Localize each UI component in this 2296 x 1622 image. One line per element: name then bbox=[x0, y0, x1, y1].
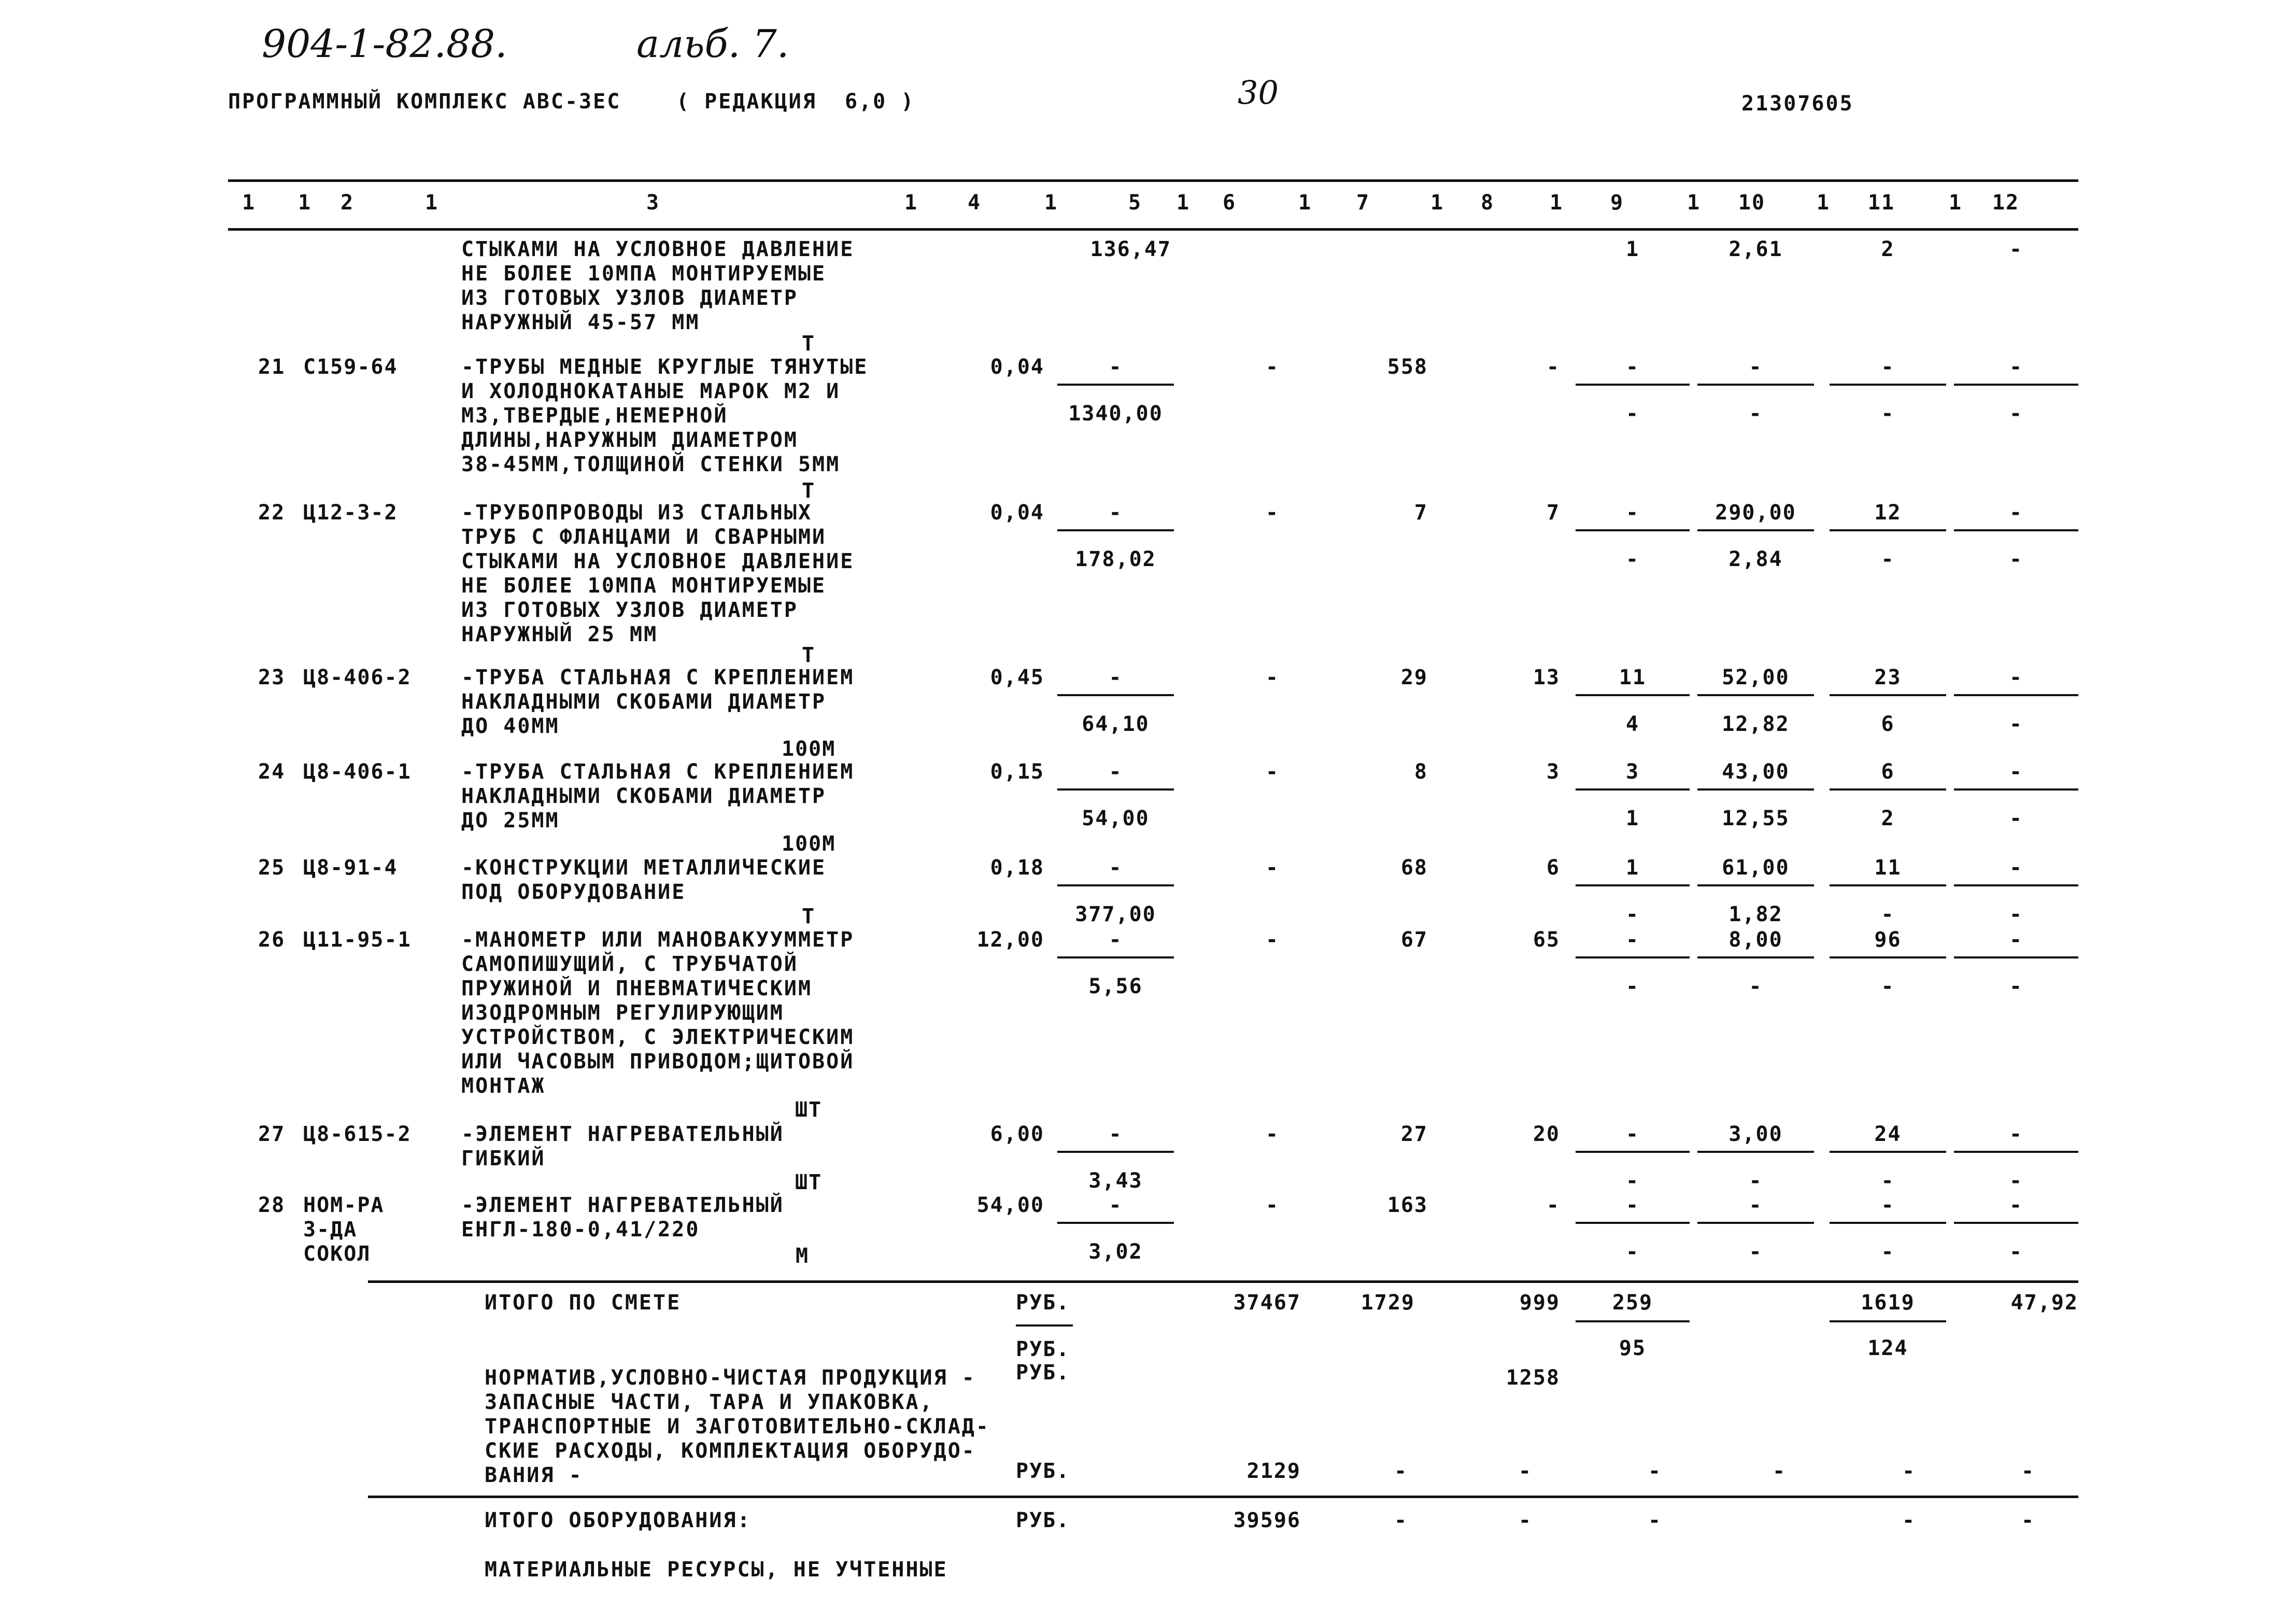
work-description: ИЗОДРОМНЫМ РЕГУЛИРУЮЩИМ bbox=[461, 1001, 784, 1025]
unit-cost: - bbox=[1109, 355, 1123, 379]
work-description: И ХОЛОДНОКАТАНЫЕ МАРОК М2 И bbox=[461, 379, 841, 403]
cost-total: - bbox=[1265, 501, 1280, 525]
norm-code: Ц12-3-2 bbox=[303, 501, 398, 525]
work-description: -ТРУБЫ МЕДНЫЕ КРУГЛЫЕ ТЯНУТЫЕ bbox=[461, 355, 869, 379]
labor-value: 1 bbox=[1625, 856, 1640, 880]
work-description: НЕ БОЛЕЕ 10МПА МОНТИРУЕМЫЕ bbox=[461, 262, 827, 286]
row-number: 26 bbox=[258, 928, 286, 952]
normativ-text: ТРАНСПОРТНЫЕ И ЗАГОТОВИТЕЛЬНО-СКЛАД- bbox=[485, 1415, 990, 1438]
work-description: НАРУЖНЫЙ 25 ММ bbox=[461, 623, 658, 646]
quantity: 0,04 bbox=[990, 355, 1044, 379]
work-description: ГИБКИЙ bbox=[461, 1147, 546, 1170]
fraction-line bbox=[1697, 694, 1814, 696]
cost-materials: 8 bbox=[1414, 760, 1428, 784]
labor-value: - bbox=[1881, 1240, 1895, 1264]
labor-value: - bbox=[1749, 1240, 1763, 1264]
unit-of-measure: 100М bbox=[782, 832, 836, 856]
totals-top-rule bbox=[368, 1280, 2078, 1283]
labor-value: - bbox=[2009, 1240, 2023, 1264]
unit-of-measure: Т bbox=[802, 643, 816, 667]
fraction-line bbox=[1830, 956, 1946, 958]
normativ-text: ЗАПАСНЫЕ ЧАСТИ, ТАРА И УПАКОВКА, bbox=[485, 1390, 934, 1414]
work-description: ДЛИНЫ,НАРУЖНЫМ ДИАМЕТРОМ bbox=[461, 428, 798, 452]
work-description: ИЛИ ЧАСОВЫМ ПРИВОДОМ;ЩИТОВОЙ bbox=[461, 1050, 855, 1074]
unit-cost: 178,02 bbox=[1075, 547, 1156, 571]
quantity: 6,00 bbox=[990, 1122, 1044, 1146]
labor-value: - bbox=[1881, 547, 1895, 571]
labor-value: 52,00 bbox=[1722, 666, 1790, 689]
unit-cost: - bbox=[1109, 666, 1123, 689]
cost-machines: 3 bbox=[1546, 760, 1560, 784]
row-number: 28 bbox=[258, 1193, 286, 1217]
quantity: 54,00 bbox=[976, 1193, 1044, 1217]
total-c9-bottom: 95 bbox=[1619, 1336, 1647, 1360]
labor-value: - bbox=[1625, 355, 1640, 379]
program-edition: ( РЕДАКЦИЯ 6,0 ) bbox=[676, 90, 915, 114]
labor-value: - bbox=[2009, 856, 2023, 880]
labor-value: 11 bbox=[1874, 856, 1902, 880]
column-separator: 1 bbox=[1044, 191, 1058, 215]
fraction-line bbox=[1954, 956, 2078, 958]
column-separator: 1 bbox=[298, 191, 312, 215]
column-separator: 1 bbox=[1430, 191, 1444, 215]
labor-value: 2,84 bbox=[1728, 547, 1783, 571]
totals-label: ИТОГО ПО СМЕТЕ bbox=[485, 1291, 682, 1315]
album-number: альб. 7. bbox=[636, 22, 789, 66]
labor-value: 12,82 bbox=[1722, 712, 1790, 736]
labor-value: - bbox=[2009, 501, 2023, 525]
labor-value: - bbox=[1625, 928, 1640, 952]
cost-machines: 13 bbox=[1533, 666, 1560, 689]
fraction-line bbox=[1576, 529, 1690, 531]
labor-value: 3 bbox=[1625, 760, 1640, 784]
unit-cost: - bbox=[1109, 1193, 1123, 1217]
unit-cost: 3,43 bbox=[1088, 1169, 1143, 1193]
fraction-line bbox=[1830, 1320, 1946, 1322]
empty-dash: - bbox=[2021, 1459, 2035, 1483]
work-description: -ТРУБА СТАЛЬНАЯ С КРЕПЛЕНИЕМ bbox=[461, 666, 855, 689]
currency-label: РУБ. bbox=[1016, 1361, 1070, 1385]
labor-value: - bbox=[2009, 402, 2023, 426]
labor-value: - bbox=[2009, 760, 2023, 784]
column-separator: 1 bbox=[1817, 191, 1831, 215]
labor-value: - bbox=[2009, 547, 2023, 571]
work-description: -ЭЛЕМЕНТ НАГРЕВАТЕЛЬНЫЙ bbox=[461, 1122, 784, 1146]
column-header: 3 bbox=[646, 191, 660, 215]
labor-value: 4 bbox=[1625, 712, 1640, 736]
work-description: ЕНГЛ-180-0,41/220 bbox=[461, 1218, 700, 1242]
normativ-text: СКИЕ РАСХОДЫ, КОМПЛЕКТАЦИЯ ОБОРУДО- bbox=[485, 1439, 976, 1463]
fraction-line bbox=[1057, 1151, 1174, 1153]
work-description: НЕ БОЛЕЕ 10МПА МОНТИРУЕМЫЕ bbox=[461, 574, 827, 598]
labor-value: 61,00 bbox=[1722, 856, 1790, 880]
labor-value: - bbox=[1881, 902, 1895, 926]
cost-materials: 68 bbox=[1400, 856, 1428, 880]
fraction-line bbox=[1576, 956, 1690, 958]
quantity: 0,18 bbox=[990, 856, 1044, 880]
empty-dash: - bbox=[1648, 1459, 1662, 1483]
work-description: -ЭЛЕМЕНТ НАГРЕВАТЕЛЬНЫЙ bbox=[461, 1193, 784, 1217]
fraction-line bbox=[1576, 384, 1690, 386]
cost-materials: 7 bbox=[1414, 501, 1428, 525]
column-separator: 1 bbox=[1177, 191, 1190, 215]
column-header: 5 bbox=[1128, 191, 1142, 215]
fraction-line bbox=[1954, 1222, 2078, 1224]
cost-total: - bbox=[1265, 355, 1280, 379]
labor-value: - bbox=[1625, 902, 1640, 926]
empty-dash: - bbox=[1902, 1459, 1916, 1483]
work-description: ПРУЖИНОЙ И ПНЕВМАТИЧЕСКИМ bbox=[461, 977, 813, 1000]
labor-value: 1 bbox=[1625, 237, 1640, 261]
labor-value: 3,00 bbox=[1728, 1122, 1783, 1146]
unit-cost: - bbox=[1109, 1122, 1123, 1146]
work-description: -МАНОМЕТР ИЛИ МАНОВАКУУММЕТР bbox=[461, 928, 855, 952]
fraction-line bbox=[1954, 694, 2078, 696]
column-header: 12 bbox=[1992, 191, 2020, 215]
spares-c6: 2129 bbox=[1246, 1459, 1301, 1483]
labor-value: - bbox=[1749, 975, 1763, 998]
work-description: М3,ТВЕРДЫЕ,НЕМЕРНОЙ bbox=[461, 404, 728, 428]
fraction-line bbox=[1697, 956, 1814, 958]
labor-value: - bbox=[1625, 501, 1640, 525]
fraction-line bbox=[1830, 788, 1946, 791]
row-number: 24 bbox=[258, 760, 286, 784]
labor-value: - bbox=[2009, 1122, 2023, 1146]
fraction-line bbox=[1954, 529, 2078, 531]
labor-value: 2 bbox=[1881, 807, 1895, 830]
work-description: НАРУЖНЫЙ 45-57 ММ bbox=[461, 311, 700, 334]
unit-cost: 377,00 bbox=[1075, 902, 1156, 926]
labor-value: - bbox=[1625, 975, 1640, 998]
column-header: 11 bbox=[1867, 191, 1895, 215]
row-number: 22 bbox=[258, 501, 286, 525]
empty-dash: - bbox=[1394, 1508, 1408, 1532]
cost-materials: 29 bbox=[1400, 666, 1428, 689]
norm-code: 3-ДА bbox=[303, 1218, 358, 1242]
fraction-line bbox=[1830, 1222, 1946, 1224]
fraction-line bbox=[1057, 384, 1174, 386]
labor-value: - bbox=[2009, 975, 2023, 998]
labor-value: 2,61 bbox=[1728, 237, 1783, 261]
labor-value: - bbox=[1749, 1169, 1763, 1193]
work-description: УСТРОЙСТВОМ, С ЭЛЕКТРИЧЕСКИМ bbox=[461, 1025, 855, 1049]
fraction-line bbox=[1954, 1151, 2078, 1153]
work-description: -КОНСТРУКЦИИ МЕТАЛЛИЧЕСКИЕ bbox=[461, 856, 827, 880]
labor-value: 8,00 bbox=[1728, 928, 1783, 952]
work-description: САМОПИШУЩИЙ, С ТРУБЧАТОЙ bbox=[461, 952, 798, 976]
norm-code: Ц11-95-1 bbox=[303, 928, 412, 952]
fraction-line bbox=[1697, 1222, 1814, 1224]
unit-cost: 64,10 bbox=[1082, 712, 1150, 736]
row-number: 21 bbox=[258, 355, 286, 379]
unit-of-measure: Т bbox=[802, 332, 816, 356]
unit-of-measure: М bbox=[796, 1244, 810, 1268]
cost-materials: 163 bbox=[1387, 1193, 1428, 1217]
labor-value: 11 bbox=[1619, 666, 1647, 689]
work-description: ИЗ ГОТОВЫХ УЗЛОВ ДИАМЕТР bbox=[461, 598, 798, 622]
fraction-line bbox=[1576, 788, 1690, 791]
column-separator: 1 bbox=[904, 191, 918, 215]
labor-value: 1 bbox=[1625, 807, 1640, 830]
total-c12: 47,92 bbox=[2010, 1291, 2078, 1315]
labor-value: 6 bbox=[1881, 712, 1895, 736]
labor-value: 96 bbox=[1874, 928, 1902, 952]
cost-machines: 65 bbox=[1533, 928, 1560, 952]
column-header: 7 bbox=[1356, 191, 1370, 215]
work-description: НАКЛАДНЫМИ СКОБАМИ ДИАМЕТР bbox=[461, 690, 827, 714]
labor-value: - bbox=[2009, 1193, 2023, 1217]
currency-label: РУБ. bbox=[1016, 1291, 1070, 1315]
column-header: 4 bbox=[967, 191, 982, 215]
labor-value: 1,82 bbox=[1728, 902, 1783, 926]
fraction-line bbox=[1576, 1151, 1690, 1153]
currency-label: РУБ. bbox=[1016, 1337, 1070, 1361]
cost-total: - bbox=[1265, 1122, 1280, 1146]
labor-value: 23 bbox=[1874, 666, 1902, 689]
unit-cost: 3,02 bbox=[1088, 1240, 1143, 1264]
cost-materials: 67 bbox=[1400, 928, 1428, 952]
empty-dash: - bbox=[1394, 1459, 1408, 1483]
labor-value: 290,00 bbox=[1715, 501, 1796, 525]
cost-machines: 20 bbox=[1533, 1122, 1560, 1146]
labor-value: - bbox=[2009, 355, 2023, 379]
work-description: СТЫКАМИ НА УСЛОВНОЕ ДАВЛЕНИЕ bbox=[461, 549, 855, 573]
labor-value: 6 bbox=[1881, 760, 1895, 784]
currency-label: РУБ. bbox=[1016, 1459, 1070, 1483]
total-c7: 1729 bbox=[1360, 1291, 1415, 1315]
labor-value: 24 bbox=[1874, 1122, 1902, 1146]
work-description: ИЗ ГОТОВЫХ УЗЛОВ ДИАМЕТР bbox=[461, 286, 798, 310]
fraction-line bbox=[1576, 1222, 1690, 1224]
labor-value: - bbox=[1881, 402, 1895, 426]
work-description: -ТРУБОПРОВОДЫ ИЗ СТАЛЬНЫХ bbox=[461, 501, 813, 525]
fraction-line bbox=[1057, 694, 1174, 696]
labor-value: - bbox=[1749, 355, 1763, 379]
fraction-line bbox=[1016, 1324, 1073, 1327]
unit-cost: - bbox=[1109, 501, 1123, 525]
column-separator: 1 bbox=[425, 191, 439, 215]
document-id: 21307605 bbox=[1741, 92, 1854, 116]
cost-machines: - bbox=[1546, 1193, 1560, 1217]
cost-machines: 7 bbox=[1546, 501, 1560, 525]
labor-value: - bbox=[2009, 902, 2023, 926]
cost-total: - bbox=[1265, 928, 1280, 952]
labor-value: - bbox=[2009, 807, 2023, 830]
row-number: 27 bbox=[258, 1122, 286, 1146]
fraction-line bbox=[1576, 1320, 1690, 1322]
norm-code: Ц8-406-2 bbox=[303, 666, 412, 689]
column-header: 6 bbox=[1222, 191, 1237, 215]
norm-code: Ц8-615-2 bbox=[303, 1122, 412, 1146]
fraction-line bbox=[1697, 884, 1814, 886]
fraction-line bbox=[1057, 1222, 1174, 1224]
total-c8: 999 bbox=[1519, 1291, 1560, 1315]
equipment-total-label: ИТОГО ОБОРУДОВАНИЯ: bbox=[485, 1508, 752, 1532]
labor-value: - bbox=[2009, 1169, 2023, 1193]
labor-value: 2 bbox=[1881, 237, 1895, 261]
empty-dash: - bbox=[1648, 1508, 1662, 1532]
fraction-line bbox=[1576, 694, 1690, 696]
work-description: МОНТАЖ bbox=[461, 1074, 546, 1098]
fraction-line bbox=[1057, 884, 1174, 886]
work-description: ДО 25ММ bbox=[461, 809, 560, 833]
column-header: 8 bbox=[1480, 191, 1495, 215]
header-bottom-rule bbox=[228, 228, 2078, 231]
labor-value: 43,00 bbox=[1722, 760, 1790, 784]
unit-of-measure: 100М bbox=[782, 737, 836, 761]
labor-value: - bbox=[2009, 666, 2023, 689]
fraction-line bbox=[1954, 788, 2078, 791]
normativ-text: ВАНИЯ - bbox=[485, 1463, 583, 1487]
quantity: 0,04 bbox=[990, 501, 1044, 525]
page-number: 30 bbox=[1238, 74, 1279, 111]
labor-value: - bbox=[1625, 1122, 1640, 1146]
column-separator: 1 bbox=[1298, 191, 1312, 215]
work-description: СТЫКАМИ НА УСЛОВНОЕ ДАВЛЕНИЕ bbox=[461, 237, 855, 261]
cost-total: - bbox=[1265, 1193, 1280, 1217]
unit-of-measure: Т bbox=[802, 479, 816, 503]
unit-cost: 5,56 bbox=[1088, 975, 1143, 998]
total-c6: 37467 bbox=[1233, 1291, 1301, 1315]
total-c9: 259 bbox=[1612, 1291, 1653, 1315]
fraction-line bbox=[1830, 884, 1946, 886]
fraction-line bbox=[1830, 384, 1946, 386]
labor-value: - bbox=[1881, 1169, 1895, 1193]
table-top-rule bbox=[228, 179, 2078, 182]
program-title: ПРОГРАММНЫЙ КОМПЛЕКС АВС-3ЕС bbox=[228, 90, 621, 114]
fraction-line bbox=[1954, 384, 2078, 386]
fraction-line bbox=[1830, 1151, 1946, 1153]
row-number: 23 bbox=[258, 666, 286, 689]
labor-value: - bbox=[2009, 237, 2023, 261]
column-header: 9 bbox=[1610, 191, 1624, 215]
column-separator: 1 bbox=[1550, 191, 1564, 215]
currency-label: РУБ. bbox=[1016, 1508, 1070, 1532]
fraction-line bbox=[1057, 529, 1174, 531]
empty-dash: - bbox=[1519, 1459, 1533, 1483]
cost-total: - bbox=[1265, 760, 1280, 784]
labor-value: - bbox=[2009, 928, 2023, 952]
column-header: 10 bbox=[1738, 191, 1766, 215]
cost-total: - bbox=[1265, 666, 1280, 689]
fraction-line bbox=[1830, 694, 1946, 696]
unit-of-measure: ШТ bbox=[795, 1170, 823, 1194]
cost-materials: 27 bbox=[1400, 1122, 1428, 1146]
labor-value: - bbox=[1625, 1240, 1640, 1264]
unit-cost: - bbox=[1109, 928, 1123, 952]
work-description: -ТРУБА СТАЛЬНАЯ С КРЕПЛЕНИЕМ bbox=[461, 760, 855, 784]
norm-code: С159-64 bbox=[303, 355, 398, 379]
empty-dash: - bbox=[2021, 1508, 2035, 1532]
labor-value: - bbox=[1625, 547, 1640, 571]
work-description: 38-45ММ,ТОЛЩИНОЙ СТЕНКИ 5ММ bbox=[461, 453, 841, 476]
labor-value: - bbox=[1881, 355, 1895, 379]
fraction-line bbox=[1697, 529, 1814, 531]
unit-cost: 54,00 bbox=[1082, 807, 1150, 830]
labor-value: - bbox=[1749, 1193, 1763, 1217]
doc-code: 904-1-82.88. bbox=[262, 22, 507, 66]
column-header: 1 bbox=[242, 191, 256, 215]
norm-code: Ц8-406-1 bbox=[303, 760, 412, 784]
normativ-c8: 1258 bbox=[1506, 1366, 1560, 1390]
work-description: ПОД ОБОРУДОВАНИЕ bbox=[461, 880, 686, 904]
unit-cost: - bbox=[1109, 760, 1123, 784]
column-separator: 1 bbox=[1687, 191, 1701, 215]
column-separator: 1 bbox=[1949, 191, 1963, 215]
labor-value: - bbox=[1881, 975, 1895, 998]
cost-total: - bbox=[1265, 856, 1280, 880]
labor-value: - bbox=[1625, 1169, 1640, 1193]
quantity: 0,45 bbox=[990, 666, 1044, 689]
normativ-text: НОРМАТИВ,УСЛОВНО-ЧИСТАЯ ПРОДУКЦИЯ - bbox=[485, 1366, 976, 1390]
cost-machines: - bbox=[1546, 355, 1560, 379]
quantity: 0,15 bbox=[990, 760, 1044, 784]
fraction-line bbox=[1697, 1151, 1814, 1153]
unit-of-measure: ШТ bbox=[795, 1098, 823, 1122]
equipment-total-c6: 39596 bbox=[1233, 1508, 1301, 1532]
fraction-line bbox=[1057, 956, 1174, 958]
unit-of-measure: Т bbox=[802, 905, 816, 928]
fraction-line bbox=[1830, 529, 1946, 531]
totals-mid-rule bbox=[368, 1496, 2078, 1498]
unit-cost: - bbox=[1109, 856, 1123, 880]
norm-code: СОКОЛ bbox=[303, 1242, 371, 1266]
labor-value: 12 bbox=[1874, 501, 1902, 525]
unit-cost: 1340,00 bbox=[1068, 402, 1163, 426]
fraction-line bbox=[1697, 788, 1814, 791]
materials-label: МАТЕРИАЛЬНЫЕ РЕСУРСЫ, НЕ УЧТЕННЫЕ bbox=[485, 1558, 948, 1582]
work-description: НАКЛАДНЫМИ СКОБАМИ ДИАМЕТР bbox=[461, 784, 827, 808]
fraction-line bbox=[1697, 384, 1814, 386]
work-description: ДО 40ММ bbox=[461, 714, 560, 738]
norm-code: Ц8-91-4 bbox=[303, 856, 398, 880]
empty-dash: - bbox=[1519, 1508, 1533, 1532]
quantity: 12,00 bbox=[976, 928, 1044, 952]
total-c11: 1619 bbox=[1861, 1291, 1915, 1315]
total-c11-bottom: 124 bbox=[1867, 1336, 1908, 1360]
column-header: 2 bbox=[340, 191, 355, 215]
fraction-line bbox=[1576, 884, 1690, 886]
labor-value: 12,55 bbox=[1722, 807, 1790, 830]
fraction-line bbox=[1057, 788, 1174, 791]
labor-value: - bbox=[1881, 1193, 1895, 1217]
labor-value: - bbox=[1625, 402, 1640, 426]
labor-value: - bbox=[1625, 1193, 1640, 1217]
unit-cost: 136,47 bbox=[1090, 237, 1171, 261]
labor-value: - bbox=[2009, 712, 2023, 736]
labor-value: - bbox=[1749, 402, 1763, 426]
row-number: 25 bbox=[258, 856, 286, 880]
empty-dash: - bbox=[1773, 1459, 1787, 1483]
norm-code: НОМ-РА bbox=[303, 1193, 385, 1217]
empty-dash: - bbox=[1902, 1508, 1916, 1532]
cost-materials: 558 bbox=[1387, 355, 1428, 379]
work-description: ТРУБ С ФЛАНЦАМИ И СВАРНЫМИ bbox=[461, 525, 827, 549]
fraction-line bbox=[1954, 884, 2078, 886]
cost-machines: 6 bbox=[1546, 856, 1560, 880]
